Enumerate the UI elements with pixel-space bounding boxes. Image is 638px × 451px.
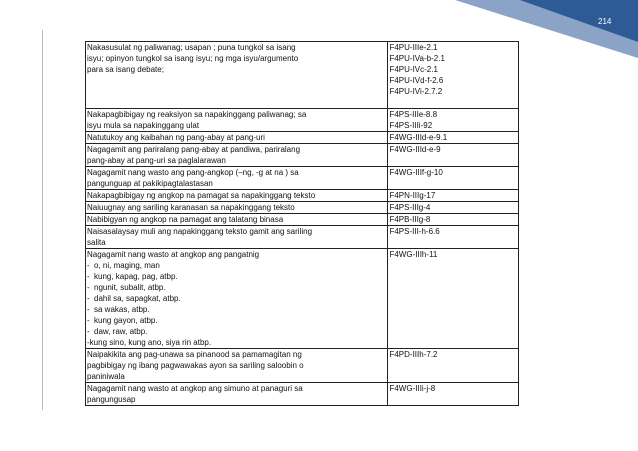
- code-line: F4WG-IIIh-11: [389, 250, 438, 259]
- competency-code: [388, 190, 519, 202]
- description-line: Naipakikita ang pag-unawa sa pinanood sa pamamagitan ng: [87, 350, 302, 359]
- competency-table: [85, 41, 519, 406]
- competency-description: [86, 383, 388, 406]
- description-line: -kung sino, kung ano, siya rin atbp.: [87, 338, 212, 347]
- code-line: F4PN-IIIg-17: [389, 191, 436, 200]
- table-row: [86, 144, 519, 167]
- bullet-item: [87, 282, 386, 293]
- code-line: F4PS-III-h-6.6: [389, 227, 440, 236]
- bullet-dash-icon: -: [87, 272, 90, 281]
- bullet-item: [87, 260, 386, 271]
- description-line: paniniwala: [87, 372, 125, 381]
- description-line: Nabibigyan ng angkop na pamagat ang talatang binasa: [87, 215, 284, 224]
- competency-code: [388, 214, 519, 226]
- description-line: pangunguap at pakikipagtalastasan: [87, 179, 213, 188]
- bullet-dash-icon: -: [87, 305, 90, 314]
- bullet-text: o, ni, maging, man: [94, 261, 160, 270]
- code-line: F4WG-IIIi-j-8: [389, 384, 436, 393]
- description-line: Nagagamit nang wasto at angkop ang simuno at panaguri sa: [87, 384, 303, 393]
- competency-code: [388, 132, 519, 144]
- competency-code: [388, 226, 519, 249]
- competency-code: [388, 383, 519, 406]
- bullet-item: [87, 326, 386, 337]
- description-line: pangungusap: [87, 395, 136, 404]
- table-row: [86, 190, 519, 202]
- description-line: isyu; opinyon tungkol sa isang isyu; ng mga isyu/argumento: [87, 54, 299, 63]
- bullet-dash-icon: -: [87, 283, 90, 292]
- code-line: F4WG-IIIf-g-10: [389, 168, 443, 177]
- table-row: [86, 349, 519, 383]
- bullet-item: [87, 304, 386, 315]
- description-line: Nagagamit nang wasto ang pang-angkop (–ng, -g at na ) sa: [87, 168, 299, 177]
- competency-description: [86, 167, 388, 190]
- table-body: [86, 42, 519, 406]
- bullet-dash-icon: -: [87, 294, 90, 303]
- description-line: Nakasusulat ng paliwanag; usapan ; puna tungkol sa isang: [87, 43, 296, 52]
- description-line: Natutukoy ang kaibahan ng pang-abay at pang-uri: [87, 133, 265, 142]
- blank-line: [389, 97, 517, 108]
- table-row: [86, 383, 519, 406]
- table-row: [86, 109, 519, 132]
- code-line: F4PS-IIIg-4: [389, 203, 431, 212]
- code-line: F4PU-IVi-2.7.2: [389, 87, 443, 96]
- bullet-text: sa wakas, atbp.: [94, 305, 150, 314]
- competency-description: [86, 349, 388, 383]
- code-line: F4PU-IVd-f-2.6: [389, 76, 444, 85]
- description-line: Nagagamit ang pariralang pang-abay at pandiwa, pariralang: [87, 145, 301, 154]
- bullet-text: ngunit, subalit, atbp.: [94, 283, 166, 292]
- competency-code: [388, 202, 519, 214]
- description-line: para sa isang debate;: [87, 65, 164, 74]
- competency-description: [86, 249, 388, 349]
- code-line: F4PS-IIIe-8.8: [389, 110, 438, 119]
- table-row: [86, 214, 519, 226]
- description-line: salita: [87, 238, 106, 247]
- bullet-text: dahil sa, sapagkat, atbp.: [94, 294, 181, 303]
- table-row: [86, 132, 519, 144]
- code-line: F4PB-IIIg-8: [389, 215, 431, 224]
- code-line: F4PD-IIIh-7.2: [389, 350, 438, 359]
- description-line: pagbibigay ng ibang pagwawakas ayon sa sariling saloobin o: [87, 361, 304, 370]
- description-line: Nagagamit nang wasto at angkop ang pangatnig: [87, 250, 260, 259]
- table-row: [86, 249, 519, 349]
- code-line: F4PU-IIIe-2.1: [389, 43, 438, 52]
- description-line: isyu mula sa napakinggang ulat: [87, 121, 200, 130]
- description-line: Nakapagbibigay ng reaksiyon sa napakinggang paliwanag; sa: [87, 110, 307, 119]
- description-line: Naisasalaysay muli ang napakinggang teksto gamit ang sariling: [87, 227, 313, 236]
- competency-code: [388, 109, 519, 132]
- bullet-dash-icon: -: [87, 316, 90, 325]
- bullet-dash-icon: -: [87, 261, 90, 270]
- description-line: Naiuugnay ang sariling karanasan sa napakinggang teksto: [87, 203, 295, 212]
- bullet-item: [87, 271, 386, 282]
- page-number: 214: [598, 17, 612, 26]
- competency-description: [86, 214, 388, 226]
- margin-rule: [42, 30, 43, 410]
- competency-description: [86, 132, 388, 144]
- table-row: [86, 226, 519, 249]
- code-line: F4PU-IVc-2.1: [389, 65, 438, 74]
- bullet-dash-icon: -: [87, 327, 90, 336]
- competency-code: [388, 167, 519, 190]
- code-line: F4PU-IVa-b-2.1: [389, 54, 445, 63]
- competency-code: [388, 144, 519, 167]
- code-line: F4WG-IIId-e-9.1: [389, 133, 448, 142]
- competency-description: [86, 144, 388, 167]
- competency-description: [86, 42, 388, 109]
- code-line: F4PS-IIIi-92: [389, 121, 433, 130]
- bullet-item: [87, 315, 386, 326]
- bullet-item: [87, 293, 386, 304]
- competency-description: [86, 202, 388, 214]
- competency-code: [388, 249, 519, 349]
- bullet-text: kung gayon, atbp.: [94, 316, 158, 325]
- competency-description: [86, 190, 388, 202]
- bullet-text: kung, kapag, pag, atbp.: [94, 272, 178, 281]
- bullet-text: daw, raw, atbp.: [94, 327, 148, 336]
- description-line: pang-abay at pang-uri sa paglalarawan: [87, 156, 226, 165]
- table-row: [86, 167, 519, 190]
- competency-description: [86, 109, 388, 132]
- competency-description: [86, 226, 388, 249]
- competency-code: [388, 42, 519, 109]
- competency-code: [388, 349, 519, 383]
- table-row: [86, 202, 519, 214]
- description-line: Nakapagbibigay ng angkop na pamagat sa napakinggang teksto: [87, 191, 316, 200]
- code-line: F4WG-IIId-e-9: [389, 145, 441, 154]
- table-row: [86, 42, 519, 109]
